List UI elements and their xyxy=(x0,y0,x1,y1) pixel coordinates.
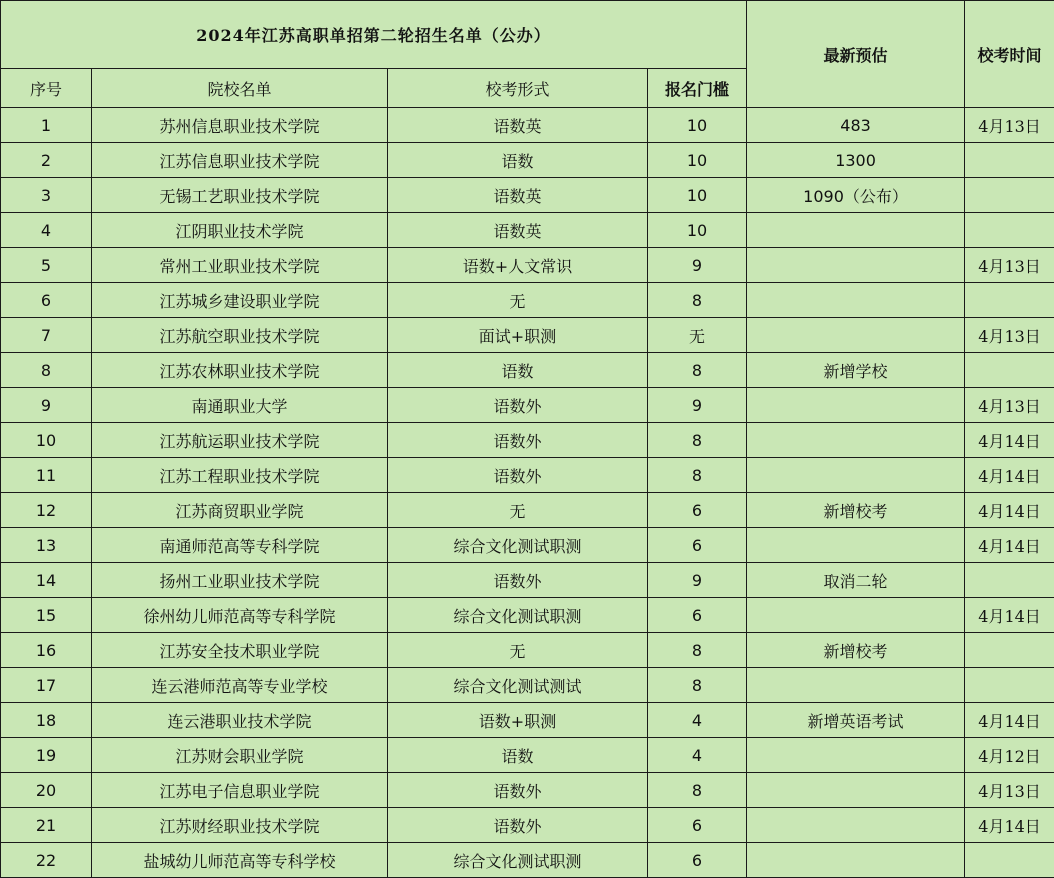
cell-exam-form: 语数外 xyxy=(388,563,648,598)
cell-exam-time xyxy=(965,178,1054,213)
cell-school: 江阴职业技术学院 xyxy=(92,213,388,248)
table-row xyxy=(1,108,1054,143)
cell-threshold: 6 xyxy=(648,493,747,528)
table-row xyxy=(1,318,1054,353)
cell-index: 4 xyxy=(1,213,92,248)
table-row xyxy=(1,353,1054,388)
cell-index: 5 xyxy=(1,248,92,283)
cell-index: 2 xyxy=(1,143,92,178)
cell-estimate xyxy=(747,423,965,458)
cell-index: 18 xyxy=(1,703,92,738)
table-row xyxy=(1,213,1054,248)
table-row xyxy=(1,388,1054,423)
cell-threshold: 9 xyxy=(648,248,747,283)
cell-exam-form: 语数 xyxy=(388,738,648,773)
cell-school: 江苏农林职业技术学院 xyxy=(92,353,388,388)
cell-exam-form: 综合文化测试职测 xyxy=(388,528,648,563)
cell-threshold: 8 xyxy=(648,633,747,668)
cell-threshold: 8 xyxy=(648,773,747,808)
cell-index: 1 xyxy=(1,108,92,143)
cell-exam-time xyxy=(965,843,1054,878)
table-row xyxy=(1,703,1054,738)
cell-index: 16 xyxy=(1,633,92,668)
cell-exam-form: 语数外 xyxy=(388,808,648,843)
cell-exam-form: 语数英 xyxy=(388,178,648,213)
cell-exam-form: 无 xyxy=(388,493,648,528)
cell-school: 江苏电子信息职业学院 xyxy=(92,773,388,808)
cell-estimate: 取消二轮 xyxy=(747,563,965,598)
cell-exam-time xyxy=(965,563,1054,598)
table-row xyxy=(1,843,1054,878)
table-row xyxy=(1,668,1054,703)
table-row xyxy=(1,423,1054,458)
cell-index: 21 xyxy=(1,808,92,843)
cell-threshold: 8 xyxy=(648,458,747,493)
cell-estimate xyxy=(747,843,965,878)
cell-exam-form: 语数+职测 xyxy=(388,703,648,738)
header-exam-time: 校考时间 xyxy=(965,1,1054,108)
cell-index: 3 xyxy=(1,178,92,213)
cell-estimate xyxy=(747,773,965,808)
header-school: 院校名单 xyxy=(92,69,388,108)
cell-exam-time: 4月14日 xyxy=(965,808,1054,843)
table-row xyxy=(1,598,1054,633)
cell-threshold: 9 xyxy=(648,563,747,598)
cell-exam-form: 综合文化测试测试 xyxy=(388,668,648,703)
cell-exam-time: 4月13日 xyxy=(965,248,1054,283)
cell-threshold: 8 xyxy=(648,353,747,388)
cell-school: 南通职业大学 xyxy=(92,388,388,423)
cell-estimate xyxy=(747,283,965,318)
cell-exam-form: 面试+职测 xyxy=(388,318,648,353)
cell-exam-time: 4月14日 xyxy=(965,493,1054,528)
cell-exam-form: 语数 xyxy=(388,353,648,388)
cell-estimate xyxy=(747,318,965,353)
cell-exam-time xyxy=(965,353,1054,388)
cell-threshold: 4 xyxy=(648,738,747,773)
cell-exam-time: 4月14日 xyxy=(965,528,1054,563)
cell-index: 15 xyxy=(1,598,92,633)
cell-exam-form: 语数外 xyxy=(388,423,648,458)
cell-threshold: 4 xyxy=(648,703,747,738)
cell-estimate: 1090（公布） xyxy=(747,178,965,213)
table-row xyxy=(1,738,1054,773)
cell-threshold: 10 xyxy=(648,213,747,248)
cell-school: 常州工业职业技术学院 xyxy=(92,248,388,283)
cell-school: 苏州信息职业技术学院 xyxy=(92,108,388,143)
cell-exam-form: 语数英 xyxy=(388,213,648,248)
cell-index: 17 xyxy=(1,668,92,703)
cell-exam-form: 无 xyxy=(388,283,648,318)
cell-school: 无锡工艺职业技术学院 xyxy=(92,178,388,213)
cell-exam-form: 语数外 xyxy=(388,388,648,423)
cell-estimate: 新增学校 xyxy=(747,353,965,388)
cell-school: 江苏航运职业技术学院 xyxy=(92,423,388,458)
cell-exam-time xyxy=(965,668,1054,703)
cell-threshold: 9 xyxy=(648,388,747,423)
cell-index: 19 xyxy=(1,738,92,773)
cell-exam-form: 语数外 xyxy=(388,458,648,493)
cell-exam-time: 4月14日 xyxy=(965,423,1054,458)
table-row xyxy=(1,773,1054,808)
cell-school: 江苏财经职业技术学院 xyxy=(92,808,388,843)
table-row xyxy=(1,248,1054,283)
cell-estimate xyxy=(747,668,965,703)
cell-exam-time xyxy=(965,633,1054,668)
cell-index: 22 xyxy=(1,843,92,878)
header-exam-form: 校考形式 xyxy=(388,69,648,108)
cell-school: 连云港职业技术学院 xyxy=(92,703,388,738)
table-row xyxy=(1,633,1054,668)
cell-school: 江苏城乡建设职业学院 xyxy=(92,283,388,318)
sheet-title: 2024年江苏高职单招第二轮招生名单（公办） xyxy=(1,1,747,69)
header-index: 序号 xyxy=(1,69,92,108)
cell-school: 江苏安全技术职业学院 xyxy=(92,633,388,668)
cell-threshold: 8 xyxy=(648,423,747,458)
cell-index: 6 xyxy=(1,283,92,318)
cell-school: 扬州工业职业技术学院 xyxy=(92,563,388,598)
cell-threshold: 8 xyxy=(648,283,747,318)
cell-threshold: 6 xyxy=(648,808,747,843)
cell-exam-time xyxy=(965,213,1054,248)
cell-estimate xyxy=(747,528,965,563)
table-row xyxy=(1,143,1054,178)
header-threshold: 报名门槛 xyxy=(648,69,747,108)
cell-threshold: 10 xyxy=(648,178,747,213)
cell-exam-time: 4月12日 xyxy=(965,738,1054,773)
cell-index: 14 xyxy=(1,563,92,598)
cell-estimate: 1300 xyxy=(747,143,965,178)
cell-exam-form: 无 xyxy=(388,633,648,668)
cell-exam-form: 语数+人文常识 xyxy=(388,248,648,283)
cell-exam-time: 4月13日 xyxy=(965,318,1054,353)
cell-exam-time: 4月14日 xyxy=(965,598,1054,633)
cell-school: 徐州幼儿师范高等专科学院 xyxy=(92,598,388,633)
cell-school: 连云港师范高等专业学校 xyxy=(92,668,388,703)
cell-exam-time: 4月14日 xyxy=(965,703,1054,738)
cell-estimate xyxy=(747,388,965,423)
table-row xyxy=(1,283,1054,318)
title-row xyxy=(1,1,1054,69)
cell-school: 江苏航空职业技术学院 xyxy=(92,318,388,353)
cell-estimate: 新增英语考试 xyxy=(747,703,965,738)
cell-estimate xyxy=(747,458,965,493)
cell-exam-time: 4月13日 xyxy=(965,108,1054,143)
table-row xyxy=(1,808,1054,843)
cell-exam-form: 语数外 xyxy=(388,773,648,808)
table-row xyxy=(1,178,1054,213)
cell-threshold: 6 xyxy=(648,528,747,563)
cell-exam-time xyxy=(965,143,1054,178)
cell-estimate xyxy=(747,738,965,773)
cell-estimate xyxy=(747,598,965,633)
cell-exam-form: 综合文化测试职测 xyxy=(388,843,648,878)
cell-threshold: 6 xyxy=(648,598,747,633)
cell-threshold: 10 xyxy=(648,143,747,178)
cell-index: 7 xyxy=(1,318,92,353)
cell-exam-time: 4月14日 xyxy=(965,458,1054,493)
cell-estimate: 新增校考 xyxy=(747,633,965,668)
cell-exam-time: 4月13日 xyxy=(965,388,1054,423)
cell-school: 南通师范高等专科学院 xyxy=(92,528,388,563)
table-row xyxy=(1,563,1054,598)
cell-exam-time: 4月13日 xyxy=(965,773,1054,808)
cell-index: 9 xyxy=(1,388,92,423)
cell-threshold: 8 xyxy=(648,668,747,703)
cell-estimate: 新增校考 xyxy=(747,493,965,528)
cell-index: 13 xyxy=(1,528,92,563)
cell-estimate: 483 xyxy=(747,108,965,143)
table-row xyxy=(1,458,1054,493)
cell-threshold: 6 xyxy=(648,843,747,878)
cell-exam-form: 综合文化测试职测 xyxy=(388,598,648,633)
cell-estimate xyxy=(747,248,965,283)
cell-index: 8 xyxy=(1,353,92,388)
cell-exam-form: 语数英 xyxy=(388,108,648,143)
cell-estimate xyxy=(747,808,965,843)
cell-school: 江苏财会职业学院 xyxy=(92,738,388,773)
cell-estimate xyxy=(747,213,965,248)
cell-index: 12 xyxy=(1,493,92,528)
header-estimate: 最新预估 xyxy=(747,1,965,108)
cell-school: 江苏商贸职业学院 xyxy=(92,493,388,528)
cell-index: 11 xyxy=(1,458,92,493)
cell-exam-form: 语数 xyxy=(388,143,648,178)
cell-school: 盐城幼儿师范高等专科学校 xyxy=(92,843,388,878)
table-row xyxy=(1,528,1054,563)
cell-index: 20 xyxy=(1,773,92,808)
cell-exam-time xyxy=(965,283,1054,318)
cell-threshold: 无 xyxy=(648,318,747,353)
table-row xyxy=(1,493,1054,528)
cell-school: 江苏工程职业技术学院 xyxy=(92,458,388,493)
cell-school: 江苏信息职业技术学院 xyxy=(92,143,388,178)
cell-threshold: 10 xyxy=(648,108,747,143)
cell-index: 10 xyxy=(1,423,92,458)
